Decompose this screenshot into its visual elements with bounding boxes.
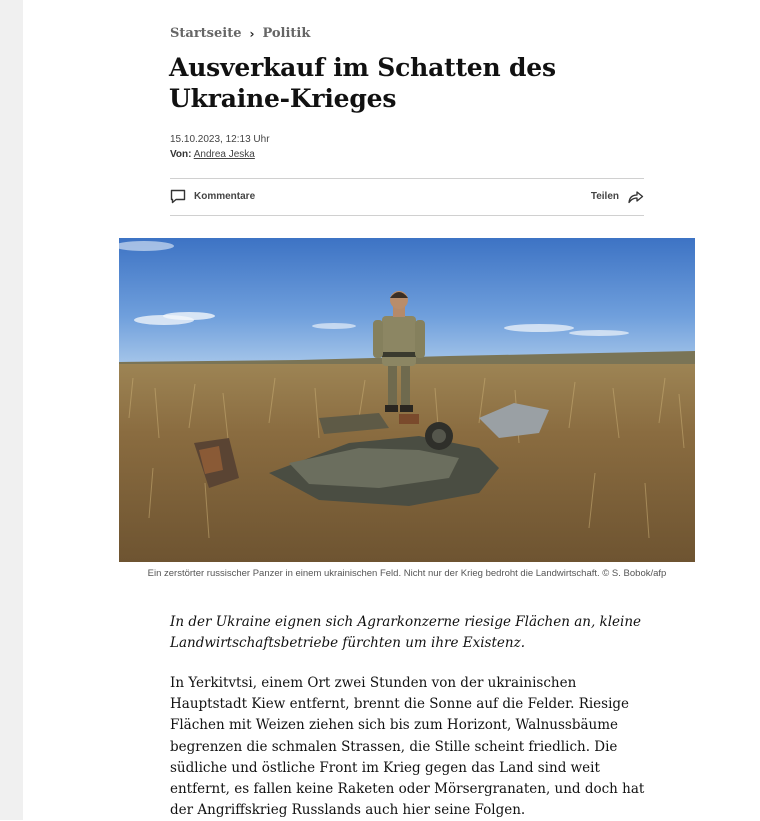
article-action-bar: [170, 178, 644, 216]
author-prefix: Von:: [170, 149, 192, 160]
share-button[interactable]: [591, 189, 644, 204]
share-label: Teilen: [590, 191, 619, 202]
breadcrumb-home-link[interactable]: Startseite: [170, 26, 242, 41]
article: [23, 0, 760, 820]
comments-label: Kommentare: [194, 191, 256, 202]
article-title: Ausverkauf im Schatten des Ukraine-Krieges: [169, 53, 556, 113]
left-sidebar-strip: [0, 0, 23, 820]
share-arrow-icon: [627, 189, 644, 204]
breadcrumb: [170, 26, 310, 41]
tank-field-photo: [119, 238, 695, 562]
article-lead: In der Ukraine eignen sich Agrarkonzerne riesige Flächen an, kleine Landwirtschaftsbetriebe fürchten um ihre Existenz.: [170, 614, 642, 651]
speech-bubble-icon: [170, 189, 186, 204]
article-body-paragraph: In Yerkitvtsi, einem Ort zwei Stunden von der ukrainischen Hauptstadt Kiew entfernt, brennt die Sonne auf die Felder. Riesige Flächen mit Weizen ziehen sich bis zum Horizont, Walnussbäume begrenzen die schmalen Strassen, die Stille scheint friedlich. Die südliche und östliche Front im Krieg gegen das Land sind weit entfernt, es fallen keine Raketen oder Mörsergranaten, und doch hat der Angriffskrieg Russlands auch hier seine Folgen.: [170, 675, 645, 819]
chevron-right-icon: ›: [249, 26, 255, 41]
author-line: [170, 149, 255, 160]
image-caption: Ein zerstörter russischer Panzer in einem ukrainischen Feld. Nicht nur der Krieg bedroht die Landwirtschaft. © S. Bobok/afp: [147, 568, 667, 579]
comments-button[interactable]: [170, 189, 255, 204]
author-link[interactable]: Andrea Jeska: [193, 149, 255, 160]
breadcrumb-section-link[interactable]: Politik: [262, 26, 311, 41]
hero-image: [119, 238, 695, 562]
publish-date: 15.10.2023, 12:13 Uhr: [170, 134, 270, 145]
